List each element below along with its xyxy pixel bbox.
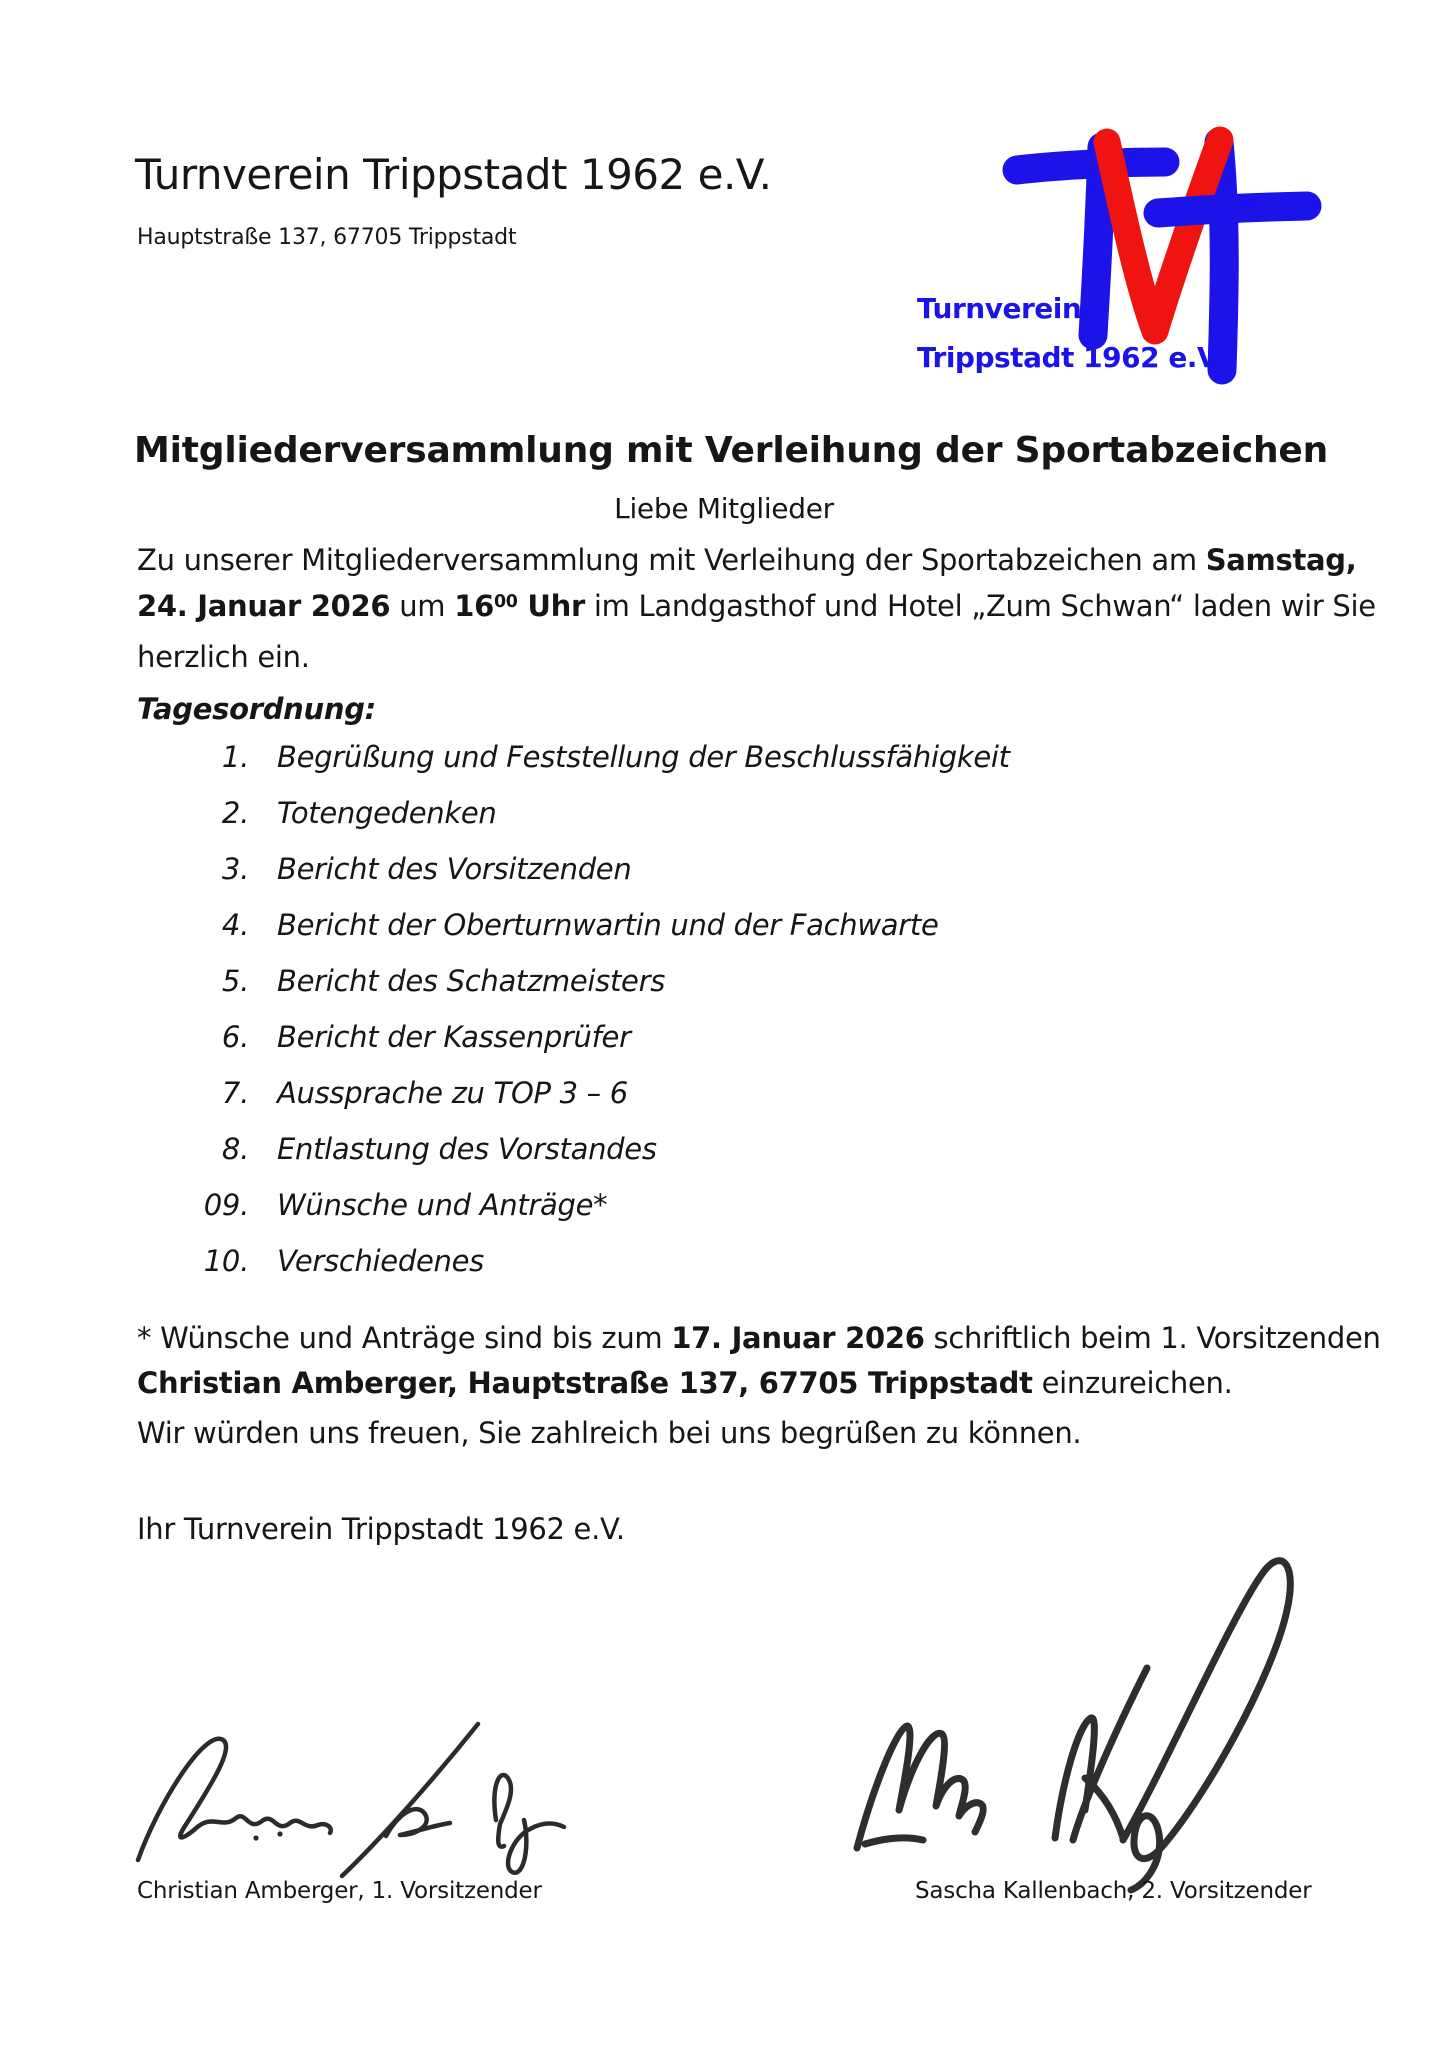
logo-text-line1: Turnverein bbox=[917, 292, 1082, 325]
club-name: Turnverein Trippstadt 1962 e.V. bbox=[135, 150, 772, 199]
signature-label-second-chairman: Sascha Kallenbach, 2. Vorsitzender bbox=[915, 1878, 1312, 1904]
agenda-item bbox=[137, 964, 1010, 1020]
intro-paragraph bbox=[137, 537, 1376, 680]
agenda-item-text: Verschiedenes bbox=[277, 1244, 484, 1278]
agenda-item-text: Wünsche und Anträge* bbox=[277, 1188, 608, 1222]
agenda-item-number: 7. bbox=[221, 1076, 249, 1110]
agenda-item-text: Bericht der Oberturnwartin und der Fachwarte bbox=[277, 908, 939, 942]
agenda-item-text: Bericht des Schatzmeisters bbox=[277, 964, 666, 998]
agenda-item-number: 3. bbox=[221, 852, 249, 886]
agenda-item-text: Aussprache zu TOP 3 – 6 bbox=[277, 1076, 628, 1110]
agenda-heading: Tagesordnung: bbox=[137, 692, 376, 726]
agenda-item-number: 2. bbox=[221, 796, 249, 830]
signature-sascha-kallenbach-image bbox=[845, 1548, 1295, 1898]
signature-label-first-chairman: Christian Amberger, 1. Vorsitzender bbox=[137, 1878, 542, 1904]
club-address: Hauptstraße 137, 67705 Trippstadt bbox=[137, 225, 517, 250]
logo-text-line2: Trippstadt 1962 e.V. bbox=[917, 341, 1225, 374]
agenda-item bbox=[137, 1020, 1010, 1076]
agenda-item-number: 09. bbox=[203, 1188, 249, 1222]
agenda-item bbox=[137, 1188, 1010, 1244]
footnote-line-1: * Wünsche und Anträge sind bis zum 17. Januar 2026 schriftlich beim 1. Vorsitzenden bbox=[137, 1321, 1381, 1355]
intro-line-3: herzlich ein. bbox=[137, 640, 310, 674]
closing-thanks: Wir würden uns freuen, Sie zahlreich bei uns begrüßen zu können. bbox=[137, 1416, 1082, 1450]
agenda-item bbox=[137, 1076, 1010, 1132]
footnote-paragraph bbox=[137, 1316, 1381, 1406]
agenda-item-text: Bericht des Vorsitzenden bbox=[277, 852, 632, 886]
salutation: Liebe Mitglieder bbox=[614, 492, 834, 525]
agenda-item-number: 4. bbox=[221, 908, 249, 942]
agenda-item-number: 10. bbox=[203, 1244, 249, 1278]
closing-sender: Ihr Turnverein Trippstadt 1962 e.V. bbox=[137, 1512, 625, 1546]
agenda-item bbox=[137, 908, 1010, 964]
agenda-item-number: 1. bbox=[221, 740, 249, 774]
agenda-item-text: Begrüßung und Feststellung der Beschlussfähigkeit bbox=[277, 740, 1010, 774]
intro-line-2: 24. Januar 2026 um $16^{00}$ Uhr im Landgasthof und Hotel „Zum Schwan“ laden wir Sie bbox=[137, 589, 1376, 623]
page-title: Mitgliederversammlung mit Verleihung der Sportabzeichen bbox=[134, 430, 1329, 471]
time-superscript: 00 bbox=[493, 592, 518, 613]
agenda-item-number: 6. bbox=[221, 1020, 249, 1054]
agenda-item-number: 8. bbox=[221, 1132, 249, 1166]
agenda-item-text: Entlastung des Vorstandes bbox=[277, 1132, 657, 1166]
agenda-item-number: 5. bbox=[221, 964, 249, 998]
agenda-item bbox=[137, 740, 1010, 796]
signature-christian-amberger-image bbox=[128, 1718, 568, 1888]
agenda-list bbox=[137, 740, 1010, 1300]
agenda-item bbox=[137, 796, 1010, 852]
agenda-item bbox=[137, 1244, 1010, 1300]
agenda-item bbox=[137, 1132, 1010, 1188]
footnote-line-2: Christian Amberger, Hauptstraße 137, 67705 Trippstadt einzureichen. bbox=[137, 1366, 1233, 1400]
intro-line-1: Zu unserer Mitgliederversammlung mit Verleihung der Sportabzeichen am Samstag, bbox=[137, 543, 1357, 577]
agenda-item bbox=[137, 852, 1010, 908]
agenda-item-text: Bericht der Kassenprüfer bbox=[277, 1020, 631, 1054]
agenda-item-text: Totengedenken bbox=[277, 796, 497, 830]
